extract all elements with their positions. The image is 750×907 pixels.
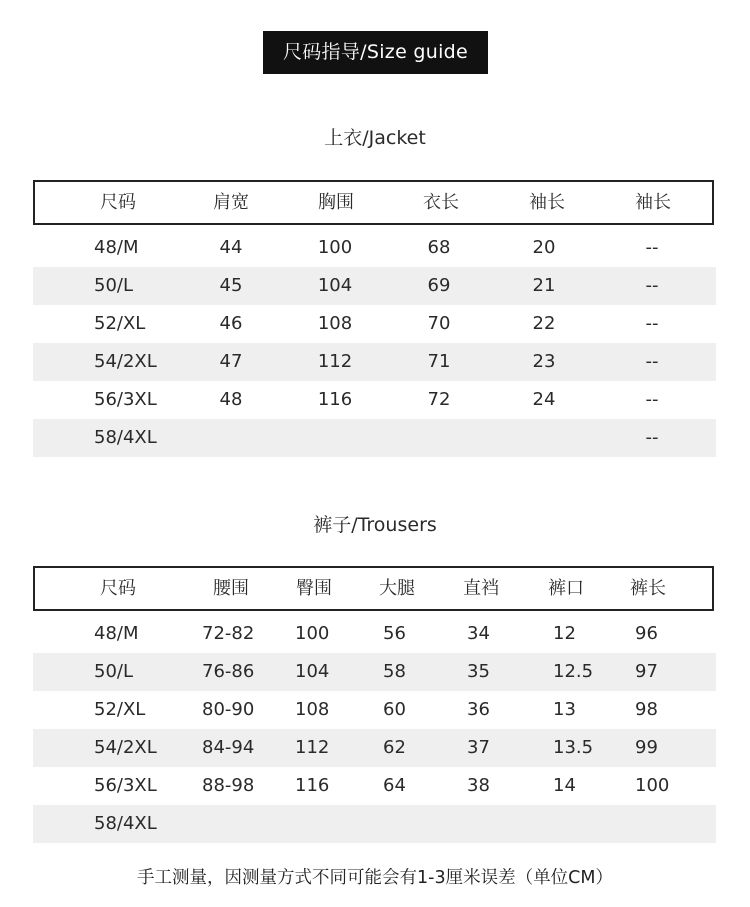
jacket-cell-sleeve: 23 — [532, 351, 556, 372]
trousers-cell-hip: 116 — [295, 775, 330, 796]
jacket-cell-size: 56/3XL — [94, 389, 157, 410]
trousers-cell-length: 97 — [635, 661, 658, 682]
trousers-cell-thigh: 60 — [383, 699, 406, 720]
jacket-cell-sleeve: 24 — [532, 389, 556, 410]
trousers-cell-hip: 100 — [295, 623, 330, 644]
jacket-section-title: 上衣/Jacket — [324, 127, 426, 149]
jacket-header-chest: 胸围 — [318, 192, 354, 213]
jacket-cell-size: 48/M — [94, 237, 139, 258]
trousers-header-thigh: 大腿 — [379, 578, 415, 599]
trousers-cell-hip: 108 — [295, 699, 330, 720]
trousers-header-rise: 直裆 — [463, 578, 499, 599]
trousers-cell-leg-opening: 12 — [553, 623, 576, 644]
jacket-cell-shoulder: 44 — [219, 237, 243, 258]
jacket-cell-sleeve-2: -- — [645, 427, 659, 448]
jacket-cell-sleeve: 22 — [532, 313, 556, 334]
trousers-cell-size: 58/4XL — [94, 813, 157, 834]
jacket-header-sleeve: 袖长 — [529, 192, 565, 213]
jacket-cell-shoulder: 48 — [219, 389, 243, 410]
trousers-section-title: 裤子/Trousers — [313, 514, 437, 536]
trousers-cell-length: 100 — [635, 775, 670, 796]
jacket-cell-chest: 104 — [317, 275, 353, 296]
trousers-cell-rise: 35 — [467, 661, 490, 682]
trousers-cell-waist: 80-90 — [202, 699, 255, 720]
jacket-cell-shoulder: 47 — [219, 351, 243, 372]
trousers-cell-size: 52/XL — [94, 699, 146, 720]
jacket-header-shoulder: 肩宽 — [213, 192, 249, 213]
size-guide-title: 尺码指导/Size guide — [263, 31, 488, 74]
trousers-cell-hip: 104 — [295, 661, 330, 682]
jacket-cell-length: 68 — [427, 237, 451, 258]
trousers-cell-size: 50/L — [94, 661, 133, 682]
jacket-cell-sleeve-2: -- — [645, 351, 659, 372]
trousers-cell-length: 98 — [635, 699, 658, 720]
jacket-cell-shoulder: 45 — [219, 275, 243, 296]
trousers-cell-rise: 34 — [467, 623, 490, 644]
jacket-table-row — [33, 343, 716, 381]
trousers-cell-waist: 76-86 — [202, 661, 255, 682]
jacket-table-row — [33, 229, 716, 267]
jacket-cell-length: 71 — [427, 351, 451, 372]
trousers-cell-size: 48/M — [94, 623, 139, 644]
trousers-cell-waist: 72-82 — [202, 623, 255, 644]
trousers-cell-leg-opening: 12.5 — [553, 661, 594, 682]
jacket-cell-sleeve-2: -- — [645, 237, 659, 258]
trousers-cell-waist: 88-98 — [202, 775, 255, 796]
trousers-cell-size: 54/2XL — [94, 737, 157, 758]
trousers-table-row — [33, 653, 716, 691]
jacket-cell-sleeve-2: -- — [645, 275, 659, 296]
jacket-cell-size: 54/2XL — [94, 351, 157, 372]
trousers-cell-thigh: 64 — [383, 775, 406, 796]
jacket-cell-chest: 100 — [317, 237, 353, 258]
trousers-cell-thigh: 58 — [383, 661, 406, 682]
jacket-cell-sleeve-2: -- — [645, 313, 659, 334]
jacket-cell-sleeve: 21 — [532, 275, 556, 296]
trousers-cell-thigh: 56 — [383, 623, 406, 644]
trousers-cell-length: 96 — [635, 623, 658, 644]
jacket-header-size: 尺码 — [100, 192, 136, 213]
trousers-cell-hip: 112 — [295, 737, 330, 758]
trousers-cell-leg-opening: 14 — [553, 775, 576, 796]
trousers-table-row — [33, 691, 716, 729]
trousers-cell-rise: 38 — [467, 775, 490, 796]
trousers-cell-thigh: 62 — [383, 737, 406, 758]
trousers-cell-rise: 36 — [467, 699, 490, 720]
jacket-header-sleeve-2: 袖长 — [635, 192, 671, 213]
jacket-cell-size: 58/4XL — [94, 427, 157, 448]
jacket-cell-length: 72 — [427, 389, 451, 410]
trousers-table-row — [33, 729, 716, 767]
trousers-cell-waist: 84-94 — [202, 737, 255, 758]
jacket-cell-chest: 112 — [317, 351, 353, 372]
trousers-table-header — [33, 566, 714, 611]
jacket-cell-chest: 108 — [317, 313, 353, 334]
trousers-cell-length: 99 — [635, 737, 658, 758]
trousers-table-row — [33, 615, 716, 653]
trousers-cell-size: 56/3XL — [94, 775, 157, 796]
jacket-cell-length: 70 — [427, 313, 451, 334]
trousers-header-hip: 臀围 — [296, 578, 332, 599]
jacket-table-row — [33, 381, 716, 419]
jacket-header-length: 衣长 — [423, 192, 459, 213]
jacket-cell-size: 52/XL — [94, 313, 146, 334]
trousers-header-waist: 腰围 — [213, 578, 249, 599]
jacket-table-header — [33, 180, 714, 225]
trousers-header-leg-opening: 裤口 — [548, 578, 584, 599]
jacket-cell-length: 69 — [427, 275, 451, 296]
jacket-cell-chest: 116 — [317, 389, 353, 410]
jacket-cell-sleeve-2: -- — [645, 389, 659, 410]
trousers-header-length: 裤长 — [630, 578, 666, 599]
jacket-cell-size: 50/L — [94, 275, 133, 296]
jacket-table-row — [33, 419, 716, 457]
trousers-table-row — [33, 767, 716, 805]
trousers-header-size: 尺码 — [100, 578, 136, 599]
trousers-cell-leg-opening: 13 — [553, 699, 576, 720]
measurement-note: 手工测量，因测量方式不同可能会有1-3厘米误差（单位CM） — [137, 868, 613, 888]
trousers-cell-leg-opening: 13.5 — [553, 737, 594, 758]
trousers-cell-rise: 37 — [467, 737, 490, 758]
jacket-cell-shoulder: 46 — [219, 313, 243, 334]
jacket-table-row — [33, 305, 716, 343]
trousers-table-row — [33, 805, 716, 843]
jacket-table-row — [33, 267, 716, 305]
jacket-cell-sleeve: 20 — [532, 237, 556, 258]
